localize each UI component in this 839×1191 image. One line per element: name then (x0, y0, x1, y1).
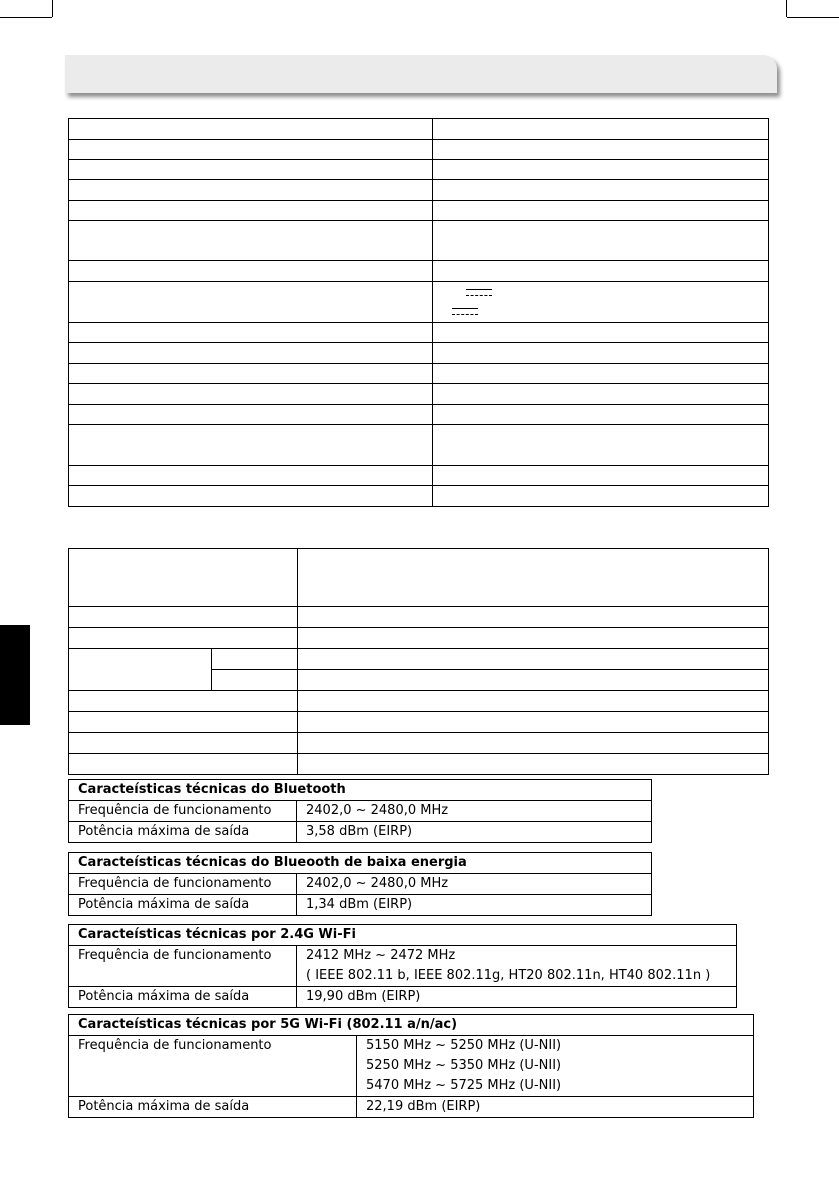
bluetooth-freq-label: Frequência de funcionamento (69, 801, 297, 822)
wifi5-specs-table (68, 1014, 754, 1118)
section-header-bar (65, 55, 777, 93)
wifi24-freq-line1: 2412 MHz ~ 2472 MHz (306, 948, 456, 963)
wifi5-freq-line3: 5470 MHz ~ 5725 MHz (U-NII) (366, 1078, 562, 1093)
ble-specs-table (68, 852, 652, 916)
crop-mark-top-left-vertical (52, 0, 53, 17)
wifi24-title: Caracteísticas técnicas por 2.4G Wi-Fi (69, 925, 737, 946)
wifi24-power-value: 19,90 dBm (EIRP) (297, 987, 737, 1008)
wifi5-freq-label: Frequência de funcionamento (69, 1036, 357, 1097)
language-side-tab (0, 625, 30, 725)
bluetooth-power-value: 3,58 dBm (EIRP) (297, 822, 652, 843)
bluetooth-power-label: Potência máxima de saída (69, 822, 297, 843)
bluetooth-freq-value: 2402,0 ~ 2480,0 MHz (297, 801, 652, 822)
wifi24-freq-line2: ( IEEE 802.11 b, IEEE 802.11g, HT20 802.11n, HT40 802.11n ) (306, 968, 711, 983)
bluetooth-title: Caracteísticas técnicas do Bluetooth (69, 780, 652, 801)
dc-symbol-dashed-2 (452, 314, 478, 317)
ble-freq-label: Frequência de funcionamento (69, 874, 297, 895)
ble-freq-value: 2402,0 ~ 2480,0 MHz (297, 874, 652, 895)
wifi24-specs-table (68, 924, 737, 1008)
ble-power-value: 1,34 dBm (EIRP) (297, 895, 652, 916)
wifi5-freq-line1: 5150 MHz ~ 5250 MHz (U-NII) (366, 1038, 562, 1053)
wifi5-power-label: Potência máxima de saída (69, 1097, 357, 1118)
wifi5-title: Caracteísticas técnicas por 5G Wi-Fi (802.11 a/n/ac) (69, 1015, 754, 1036)
wifi24-freq-value (297, 946, 737, 987)
crop-mark-top-right (787, 17, 839, 18)
dc-symbol-solid-2 (452, 308, 478, 311)
dc-symbol-solid (466, 289, 492, 292)
specifications-table-1 (68, 118, 769, 507)
bluetooth-specs-table (68, 779, 652, 843)
wifi5-freq-value (357, 1036, 754, 1097)
wifi5-power-value: 22,19 dBm (EIRP) (357, 1097, 754, 1118)
ble-title: Caracteísticas técnicas do Blueooth de baixa energia (69, 853, 652, 874)
crop-mark-top-right-vertical (786, 0, 787, 17)
wifi5-freq-line2: 5250 MHz ~ 5350 MHz (U-NII) (366, 1058, 562, 1073)
ble-power-label: Potência máxima de saída (69, 895, 297, 916)
dc-symbol-dashed (466, 295, 492, 298)
crop-mark-top-left (0, 17, 52, 18)
wifi24-freq-label: Frequência de funcionamento (69, 946, 297, 987)
specifications-table-2 (68, 548, 769, 775)
wifi24-power-label: Potência máxima de saída (69, 987, 297, 1008)
